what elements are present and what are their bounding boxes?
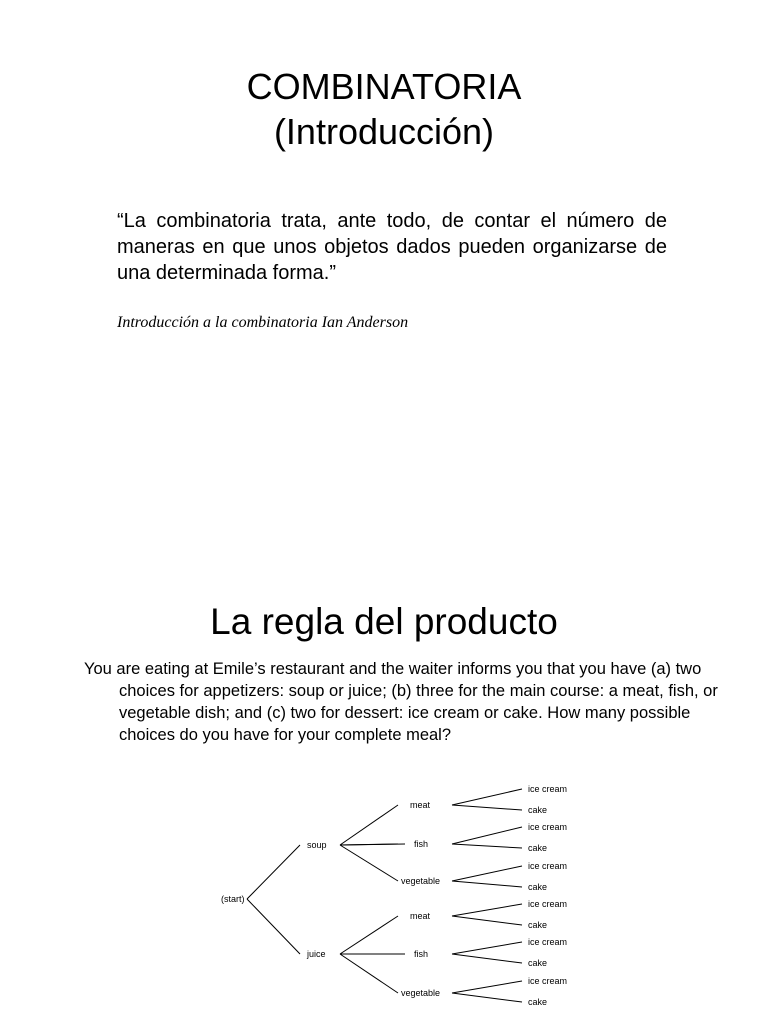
level3-node: cake [528,920,548,930]
quote-citation: Introducción a la combinatoria Ian Anderson [117,314,409,331]
level2-node: vegetable [401,876,441,886]
tree-edges [247,789,522,1002]
tree-edge [247,899,300,954]
level3-node: cake [528,843,548,853]
tree-edge [340,805,398,845]
tree-edge [452,993,522,1002]
tree-edge [340,845,398,881]
tree-edge [452,954,522,963]
level3-node: cake [528,805,548,815]
root-node: (start) [221,894,245,904]
level2-node: fish [414,949,429,959]
level2-node: meat [410,800,431,810]
tree-edge [452,866,522,881]
problem-text: You are eating at Emile’s restaurant and the waiter informs you that you have (a) two choices for appetizers: soup or juice; (b) three for the main course: a meat, fish, or vegetable dish; and (c) two for dessert: ice cream or cake. How many possible choices do you have for your complete meal? [84,660,718,744]
tree-labels [221,784,567,1007]
tree-edge [452,805,522,810]
tree-edge [340,844,405,845]
level3-node: ice cream [528,937,568,947]
tree-edge [452,981,522,993]
slide-regla-del-producto [0,512,768,1024]
level3-node: ice cream [528,861,568,871]
level1-node-soup: soup [307,840,327,850]
tree-edge [452,942,522,954]
tree-edge [452,789,522,805]
level2-node: fish [414,839,429,849]
tree-edge [340,916,398,954]
quote-text: “La combinatoria trata, ante todo, de contar el número de maneras en que unos objetos dados pueden organizarse de una determinada forma.” [117,210,667,284]
slide-title [0,64,768,154]
slide-title: La regla del producto [210,601,558,642]
tree-edge [452,904,522,916]
tree-edge [452,916,522,925]
level3-node: ice cream [528,899,568,909]
level3-node: ice cream [528,976,568,986]
level3-node: cake [528,997,548,1007]
tree-edge [452,844,522,848]
level3-node: cake [528,882,548,892]
level2-node: meat [410,911,431,921]
tree-edge [452,881,522,887]
level1-node-juice: juice [307,949,326,959]
tree-edge [452,827,522,844]
title-line-1: COMBINATORIA [246,66,522,107]
tree-edge [340,954,398,993]
tree-edge [247,845,300,899]
level3-node: cake [528,958,548,968]
title-line-2: (Introducción) [273,111,495,152]
tree-diagram [0,774,768,1024]
level3-node: ice cream [528,784,568,794]
level3-node: ice cream [528,822,568,832]
level2-node: vegetable [401,988,441,998]
